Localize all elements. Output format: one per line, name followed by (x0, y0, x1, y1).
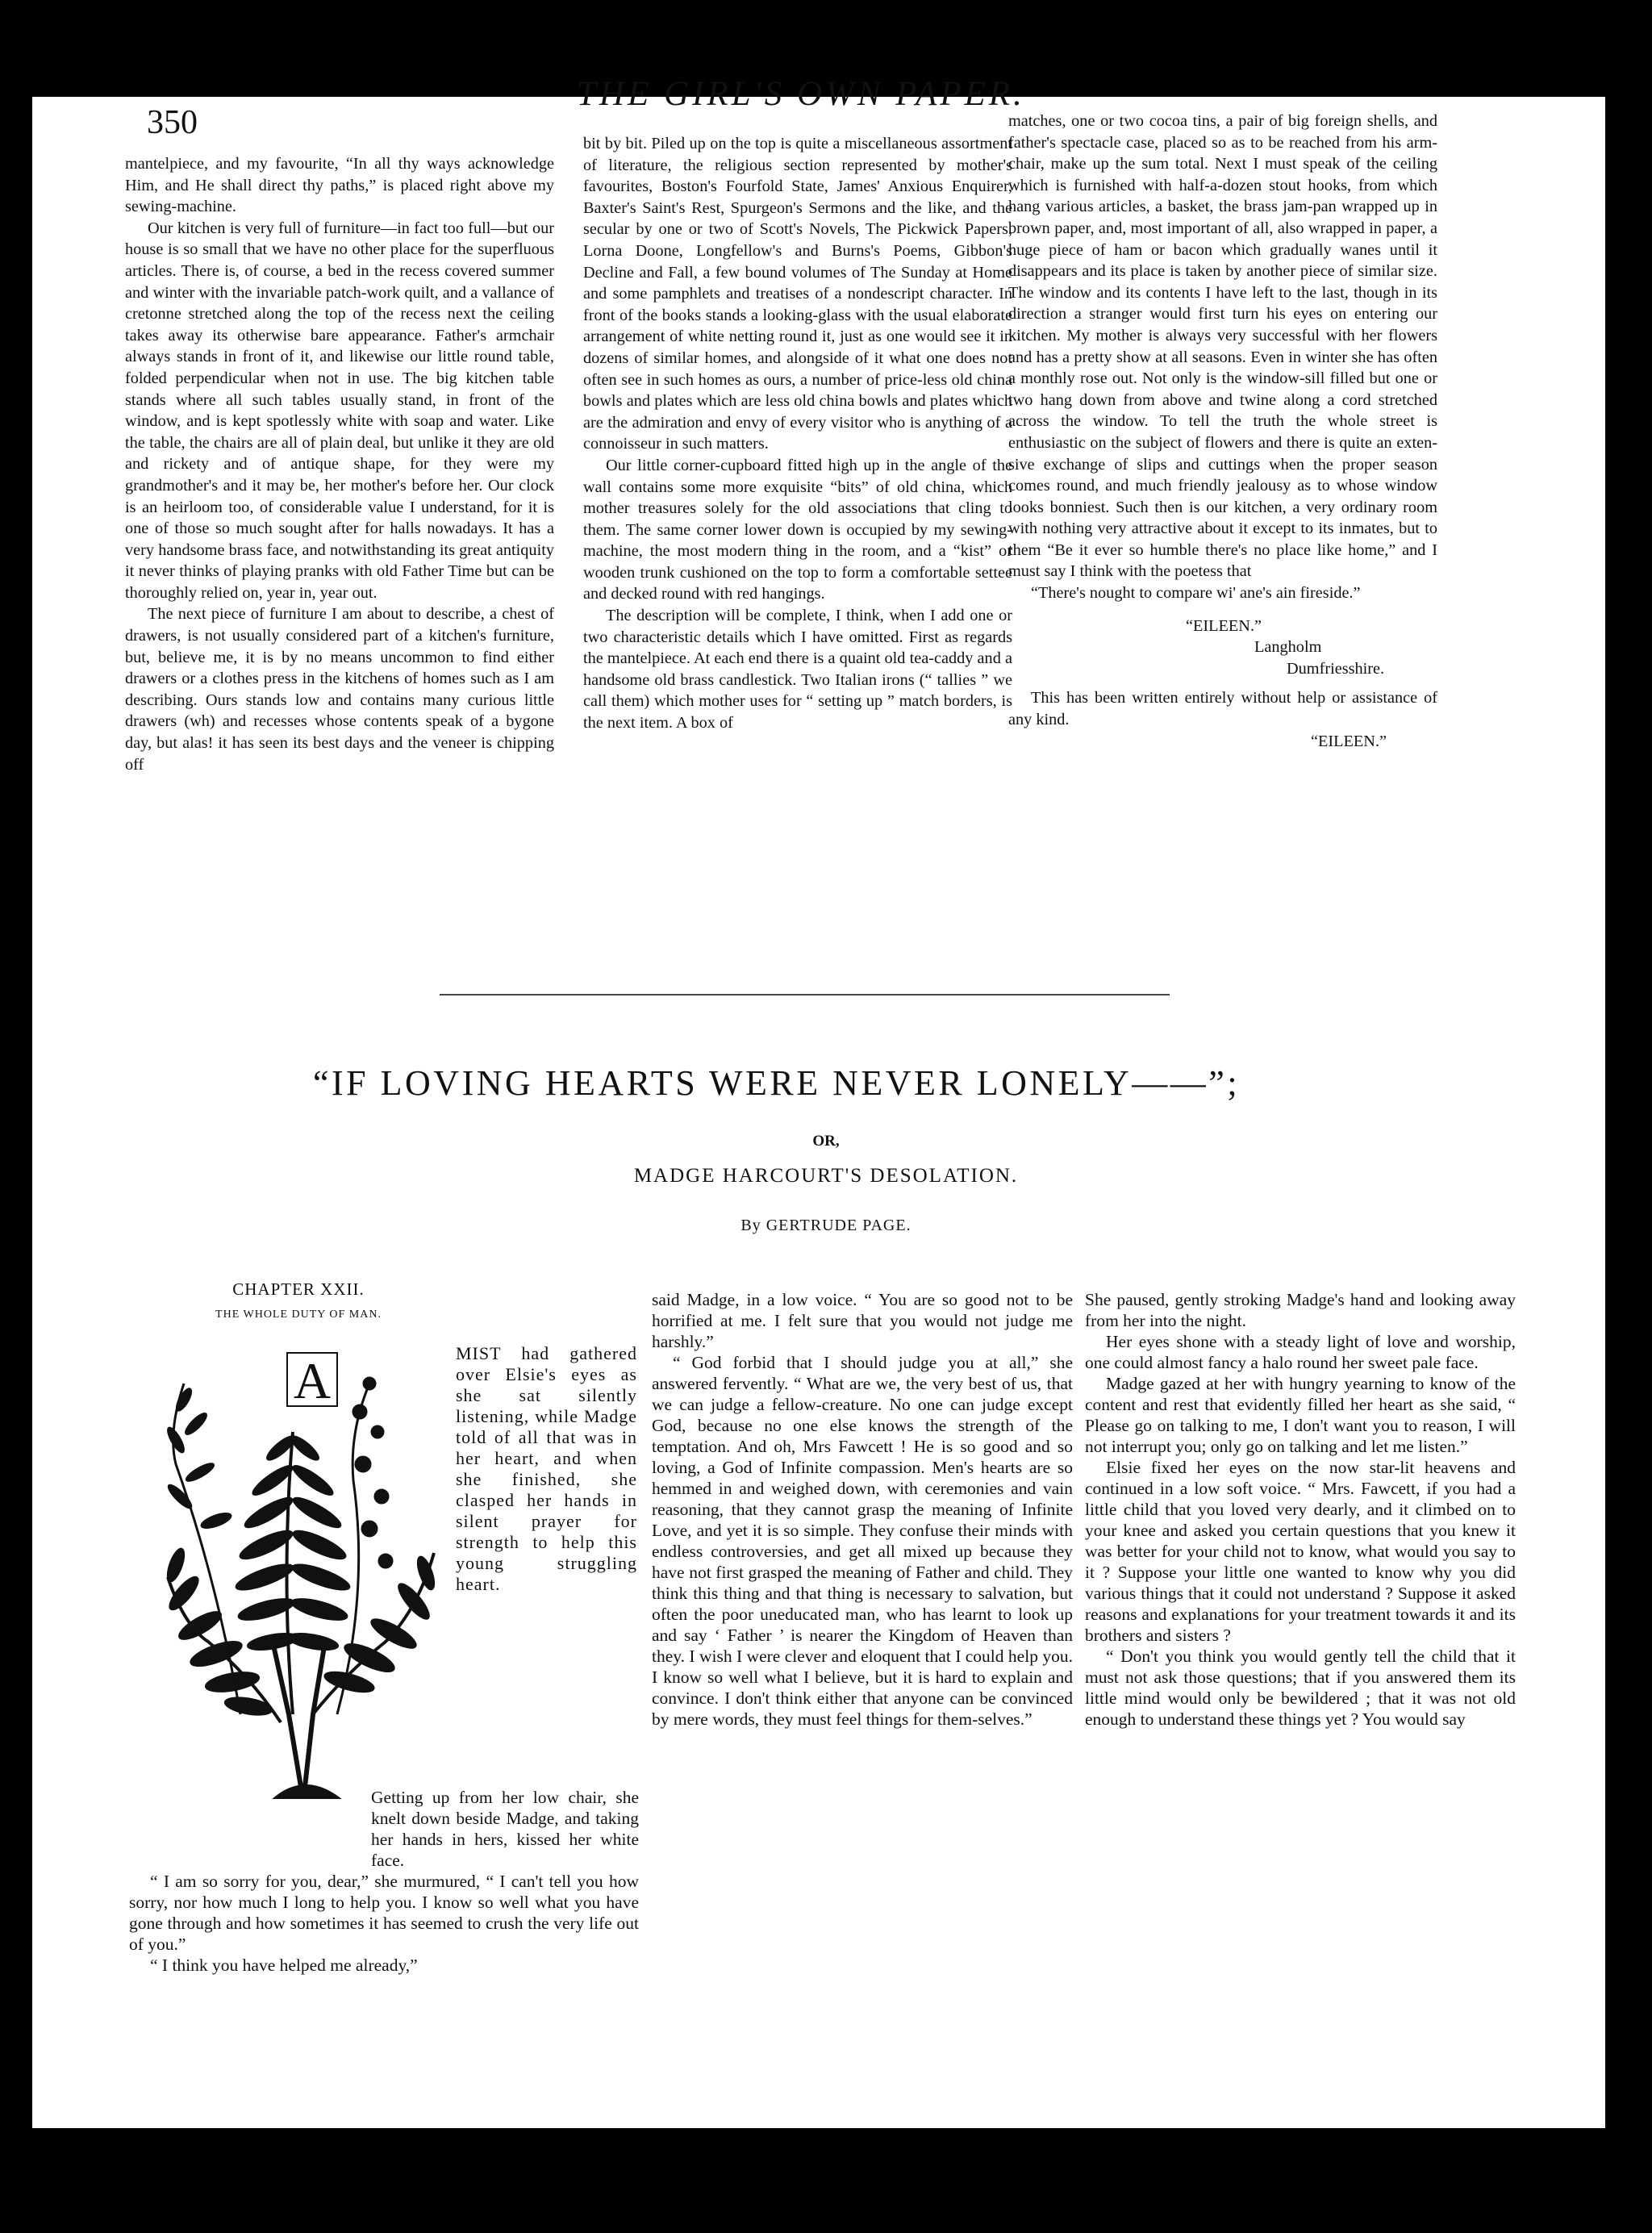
article-column-2 (583, 133, 1012, 734)
fern-bouquet-illustration (152, 1335, 455, 1799)
signature-place: Langholm (1254, 638, 1322, 657)
section-divider (440, 994, 1170, 995)
paragraph: Getting up from her low chair, she knelt down beside Madge, and taking her hands in hers, kissed her white face. (371, 1788, 639, 1870)
paragraph: She paused, gently stroking Madge's hand and looking away from her into the night. (1085, 1290, 1516, 1330)
paragraph: Our kitchen is very full of furniture—in fact too full—but our house is so small that we have no other place for the superfluous articles. There is, of course, a bed in the recess covered summer and winter with the invariable patch-work quilt, and a vallance of cretonne stretched along the top of the recess next the ceiling takes away its otherwise bare appearance. Father's armchair always stands in front of it, and likewise our little round table, folded perpendicular when not in use. The big kitchen table stands where all such tables usually stand, in front of the window, and is kept spotlessly white with soap and water. Like the table, the chairs are all of plain deal, but unlike it they are old and rickety and of antique shape, for they were my grandmother's and it may be, her mother's before her. Our clock is an heirloom too, of considerable value I understand, for it is one of those so much sought after for halls nowadays. It has a very handsome brass face, and notwithstanding its great antiquity it never thinks of playing pranks with old Father Time but can be thoroughly relied on, year in, year out. (125, 219, 554, 602)
story-title: “IF LOVING HEARTS WERE NEVER LONELY——”; (313, 1063, 1241, 1103)
article-column-1 (125, 153, 554, 775)
paragraph: The description will be complete, I think, when I add one or two characteristic details which I have omitted. First as regards the mantelpiece. At each end there is a quaint old tea-caddy and a handsome old brass candlestick. Two Italian irons (“ tallies ” we call them) which mother uses for “ setting up ” match borders, is the next item. A box of (583, 607, 1012, 733)
paragraph: Madge gazed at her with hungry yearning to know of the content and rest that evidently filled her heart as she said, “ Please go on talking to me, I don't want you to reason, I will not interrupt you; only go on talking and let me listen.” (1085, 1374, 1516, 1456)
paragraph: “ I am so sorry for you, dear,” she murmured, “ I can't tell you how sorry, nor how much I long to help you. I know so well what you have gone through and how sometimes it has seemed to crush the very life out of you.” (129, 1872, 639, 1954)
signature-region: Dumfriesshire. (1287, 659, 1385, 678)
story-byline: By GERTRUDE PAGE. (740, 1217, 912, 1234)
quotation: “There's nought to compare wi' ane's ain fireside.” (1031, 584, 1361, 603)
paragraph: mantelpiece, and my favourite, “In all thy ways acknowledge Him, and He shall direct thy paths,” is placed right above my sewing-machine. (125, 155, 554, 216)
story-column-3 (1085, 1289, 1516, 1730)
story-or: OR, (812, 1133, 840, 1150)
paragraph: bit by bit. Piled up on the top is quite a miscellaneous assortment of literature, the religious section represented by mother's favourites, Boston's Fourfold State, James' Anxious Enquirer, Baxter's Saint's Rest, Spurgeon's Sermons and the like, and the secular by one or two of Scott's Novels, The Pickwick Papers, Lorna Doone, Longfellow's and Burns's Poems, Gibbon's Decline and Fall, a few bound volumes of The Sunday at Home and some pamphlets and treatises of a nondescript character. In front of the books stands a looking-glass with the usual elaborate arrangement of white netting round it, just as one would see it in dozens of similar homes, and alongside of it what one does not often see in such homes as ours, a number of price-less old china bowls and plates which are less old china bowls and plates which are the admiration and envy of every visitor who is anything of a connoisseur in such matters. (583, 135, 1012, 453)
note: This has been written entirely without help or assistance of any kind. (1008, 689, 1437, 729)
chapter-title: THE WHOLE DUTY OF MAN. (215, 1308, 382, 1321)
paragraph: “ I think you have helped me already,” (150, 1955, 418, 1975)
page-edge-shadow (1612, 56, 1652, 2170)
adjacent-page-edge (1575, 121, 1589, 2041)
drop-cap-letter: A (293, 1352, 332, 1409)
story-column-1-wrap (456, 1343, 637, 1595)
page-number: 350 (147, 104, 198, 141)
paragraph: Elsie fixed her eyes on the now star-lit heavens and continued in a low soft voice. “ Mrs. Fawcett, if you had a little child that you loved very dearly, and it climbed on to your knee and asked you certain questions that you knew it was better for your child not to know, what would you say to it ? Suppose your little one wanted to know why you did various things that it could not understand ? Suppose it asked reasons and explanations for your treatment towards it and its brothers and sisters ? (1085, 1458, 1516, 1645)
chapter-heading: CHAPTER XXII. (232, 1279, 365, 1299)
paragraph: The next piece of furniture I am about to describe, a chest of drawers, is not usually considered part of a kitchen's furniture, but, believe me, it is by no means uncommon to find either drawers or a clothes press in the kitchens of homes such as I am describing. Ours stands low and contains many curious little drawers (wh) and recesses whose contents speak of a bygone day, but alas! it has seen its best days and the veneer is chipping off (125, 605, 554, 774)
story-column-2 (652, 1289, 1073, 1730)
signature: “EILEEN.” (1186, 616, 1262, 635)
story-subtitle: MADGE HARCOURT'S DESOLATION. (633, 1165, 1019, 1187)
opening-paragraph: MIST had gathered over Elsie's eyes as she sat silently listening, while Madge told of all that was in her heart, and when she finished, she clasped her hands in silent prayer for strength to help this young struggling heart. (456, 1343, 637, 1594)
signature: “EILEEN.” (1311, 732, 1387, 750)
story-column-1 (129, 1787, 639, 1976)
paragraph: matches, one or two cocoa tins, a pair of big foreign shells, and father's spectacle case, placed so as to be reached from his arm-chair, make up the sum total. Next I must speak of the ceiling which is furnished with half-a-dozen stout hooks, from which hang various articles, a basket, the brass jam-pan wrapped up in brown paper, and, most important of all, also wrapped in paper, a huge piece of ham or bacon which gradually wanes until it disappears and its place is taken by another piece of similar size. The window and its contents I have left to the last, though in its direction a stranger would first turn his eyes on entering our kitchen. My mother is always very successful with her flowers and has a pretty show at all seasons. Even in winter she has often a monthly rose out. Not only is the window-sill filled but one or two hang down from above and twine along a cord stretched across the window. To tell the truth the whole street is enthusiastic on the subject of flowers and there is quite an exten-sive exchange of slips and cuttings when the proper season comes round, and much friendly jealousy as to whose window looks bonniest. Such then is our kitchen, a very ordinary room with nothing very attractive about it except to its inmates, but to them “Be it ever so humble there's no place like home,” and I must say I think with the poetess that (1008, 112, 1437, 581)
running-title: THE GIRL'S OWN PAPER. (577, 75, 1025, 113)
paragraph: “ Don't you think you would gently tell the child that it must not ask those questions; that if you answered them its little mind would only be bewildered ; that it was not old enough to understand these things yet ? You would say (1085, 1647, 1516, 1729)
paragraph: Our little corner-cupboard fitted high up in the angle of the wall contains some more exquisite “bits” of old china, which mother treasures solely for the old associations that cling to them. The same corner lower down is occupied by my sewing-machine, the most modern thing in the room, and a “kist” or wooden trunk cushioned on the top to form a comfortable settee and decked round with red hangings. (583, 456, 1012, 603)
article-column-3 (1008, 111, 1437, 752)
paragraph: “ God forbid that I should judge you at all,” she answered fervently. “ What are we, the very best of us, that we can judge a fellow-creature. No one can judge except God, because no one else knows the strength of the temptation. And oh, Mrs Fawcett ! He is so good and so loving, a God of Infinite compassion. Men's hearts are so hemmed in and weighed down, with ceremonies and vain reasoning, that they cannot grasp the meaning of Infinite Love, and yet it is so simple. They confuse their minds with endless controversies, and get all mixed up because they have not first grasped the meaning of Father and child. They think this thing and that thing is necessary to salvation, but often the poor uneducated man, who has learnt to look up and say ‘ Father ’ is nearer the Kingdom of Heaven than they. I wish I were clever and eloquent that I could help you. I know so well what I believe, but it is hard to explain and convince. I don't think either that anyone can be convinced by mere words, they must feel things for them-selves.” (652, 1353, 1073, 1729)
paragraph: said Madge, in a low voice. “ You are so good not to be horrified at me. I felt sure that you would not judge me harshly.” (652, 1290, 1073, 1351)
paragraph: Her eyes shone with a steady light of love and worship, one could almost fancy a halo round her sweet pale face. (1085, 1332, 1516, 1372)
